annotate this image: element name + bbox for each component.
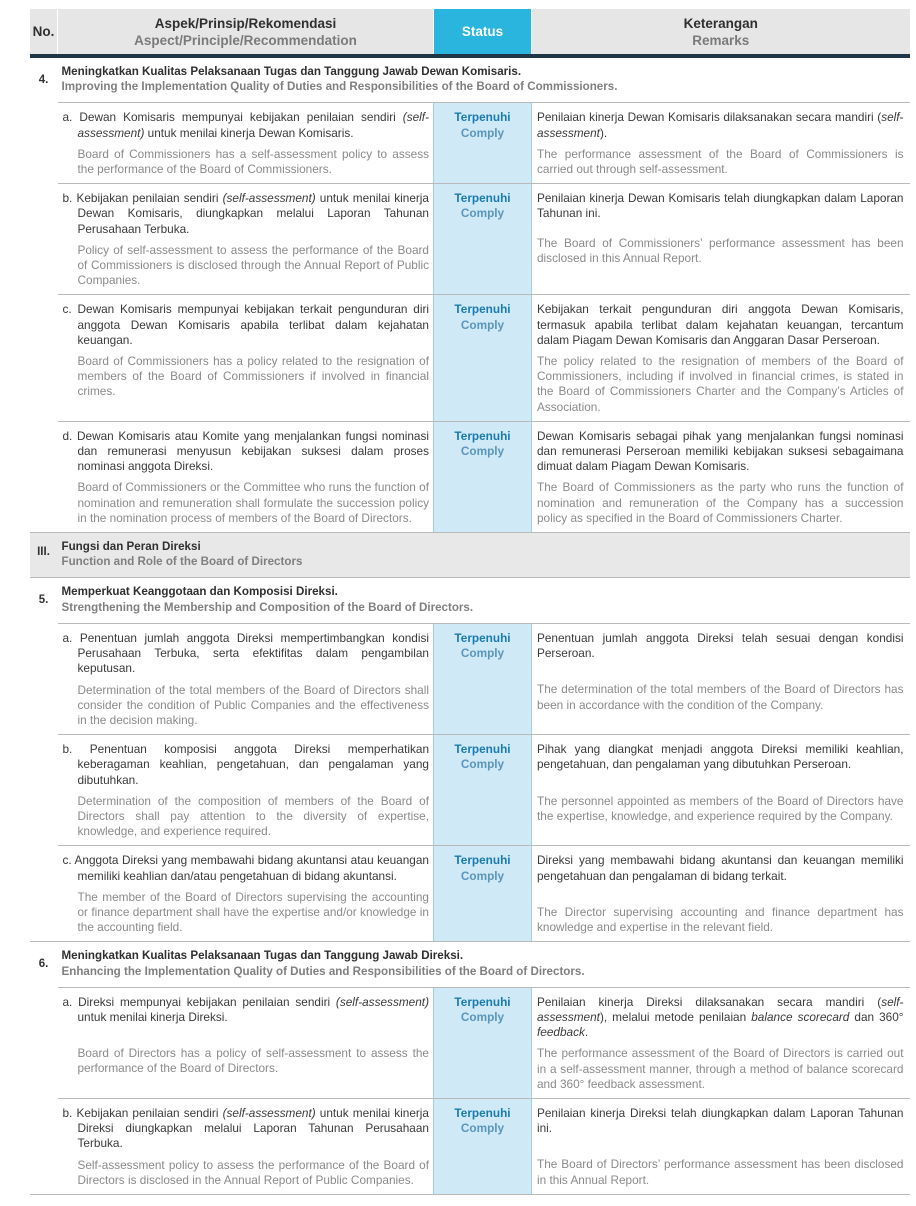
section-title-en: Improving the Implementation Quality of Duties and Responsibilities of the Board of Commissioners. [61, 80, 618, 94]
status-cell: Terpenuhi Comply [434, 1098, 532, 1194]
remark-cell: Penilaian kinerja Dewan Komisaris telah diungkapkan dalam Laporan Tahunan ini. The Board of Commissioners’ performance assessment has been disclosed in this Annual Report. [532, 184, 910, 295]
section-number: 6. [30, 942, 58, 1195]
aspect-cell: c. Anggota Direksi yang membawahi bidang akuntansi atau keuangan memiliki keahlian dan/atau pengetahuan di bidang akuntansi. The member of the Board of Directors supervising the accounting or finance department shall have the expertise and/or knowledge in the accounting field. [58, 846, 434, 942]
section-title-id: Memperkuat Keanggotaan dan Komposisi Direksi. [61, 585, 338, 599]
header-aspect-en: Aspect/Principle/Recommendation [134, 32, 357, 48]
table-row [30, 421, 910, 532]
status-cell: Terpenuhi Comply [434, 735, 532, 846]
table-row [30, 987, 910, 1098]
aspect-cell: b. Kebijakan penilaian sendiri (self-assessment) untuk menilai kinerja Direksi diungkapkan melalui Laporan Tahunan Perusahaan Terbuka. Self-assessment policy to assess the performance of the Board of Directors is disclosed in the Annual Report of Public Companies. [58, 1098, 434, 1194]
section-number: 4. [30, 58, 58, 533]
gcg-recommendation-table [29, 9, 910, 1195]
table-row [30, 103, 910, 184]
remark-cell: Penilaian kinerja Direksi dilaksanakan secara mandiri (self-assessment), melalui metode penilaian balance scorecard dan 360° feedback. The performance assessment of the Board of Directors is carried out in a self-assessment manner, through a method of balance scorecard and 360° feedback assessment. [532, 987, 910, 1098]
aspect-cell: a. Penentuan jumlah anggota Direksi mempertimbangkan kondisi Perusahaan Terbuka, serta efektifitas dalam pengambilan keputusan. Determination of the total members of the Board of Directors shall consider the condition of Public Companies and the effectiveness in the decision making. [58, 623, 434, 734]
section-number: III. [30, 533, 58, 578]
aspect-cell: c. Dewan Komisaris mempunyai kebijakan terkait pengunduran diri anggota Dewan Komisaris apabila terlibat dalam kejahatan keuangan. Board of Commissioners has a policy related to the resignation of members of the Board of Commissioners if involved in financial crimes. [58, 295, 434, 421]
aspect-cell: a. Direksi mempunyai kebijakan penilaian sendiri (self-assessment) untuk menilai kinerja Direksi. Board of Directors has a policy of self-assessment to assess the performance of the Board of Directors. [58, 987, 434, 1098]
section-row [30, 533, 910, 578]
section-title-en: Enhancing the Implementation Quality of Duties and Responsibilities of the Board of Directors. [61, 964, 585, 978]
header-status: Status [434, 9, 532, 54]
table-row [30, 846, 910, 942]
section-title-id: Meningkatkan Kualitas Pelaksanaan Tugas dan Tanggung Jawab Dewan Komisaris. [61, 65, 522, 78]
remark-cell: Pihak yang diangkat menjadi anggota Direksi memiliki keahlian, pengetahuan, dan pengalaman yang dibutuhkan Perseroan. The personnel appointed as members of the Board of Directors have the expertise, knowledge, and experience required by the Company. [532, 735, 910, 846]
header-remarks [532, 9, 910, 54]
table-row [30, 295, 910, 421]
remark-cell: Kebijakan terkait pengunduran diri anggota Dewan Komisaris, termasuk apabila terlibat dalam kejahatan keuangan, tercantum dalam Piagam Dewan Komisaris dan Anggaran Dasar Perseroan. The policy related to the resignation of members of the Board of Commissioners, including if involved in financial crimes, is stated in the Board of Commissioners Charter and the Company’s Articles of Association. [532, 295, 910, 421]
section-row [30, 58, 910, 103]
status-cell: Terpenuhi Comply [434, 295, 532, 421]
status-cell: Terpenuhi Comply [434, 184, 532, 295]
table-row [30, 184, 910, 295]
header-remarks-en: Remarks [692, 32, 750, 48]
table-row [30, 623, 910, 734]
remark-cell: Penilaian kinerja Direksi telah diungkapkan dalam Laporan Tahunan ini. The Board of Directors’ performance assessment has been disclosed in this Annual Report. [532, 1098, 910, 1194]
section-title-en: Function and Role of the Board of Directors [61, 555, 303, 569]
status-cell: Terpenuhi Comply [434, 103, 532, 184]
section-title [58, 58, 910, 103]
header-aspect-id: Aspek/Prinsip/Rekomendasi [154, 15, 337, 31]
section-title [58, 578, 910, 623]
status-cell: Terpenuhi Comply [434, 987, 532, 1098]
section-title [58, 533, 910, 578]
status-cell: Terpenuhi Comply [434, 846, 532, 942]
remark-cell: Penilaian kinerja Dewan Komisaris dilaksanakan secara mandiri (self-assessment). The performance assessment of the Board of Commissioners is carried out through self-assessment. [532, 103, 910, 184]
section-title-id: Fungsi dan Peran Direksi [61, 540, 201, 554]
header-no: No. [30, 9, 58, 54]
section-title-id: Meningkatkan Kualitas Pelaksanaan Tugas dan Tanggung Jawab Direksi. [61, 949, 464, 963]
section-title-en: Strengthening the Membership and Composition of the Board of Directors. [61, 600, 474, 614]
header-aspect [58, 9, 434, 54]
aspect-cell: b. Penentuan komposisi anggota Direksi memperhatikan keberagaman keahlian, pengetahuan, dan pengalaman yang dibutuhkan. Determination of the composition of members of the Board of Directors shall pay attention to the diversity of expertise, knowledge, and experience required. [58, 735, 434, 846]
status-cell: Terpenuhi Comply [434, 623, 532, 734]
status-cell: Terpenuhi Comply [434, 421, 532, 532]
section-row [30, 942, 910, 987]
section-title [58, 942, 910, 987]
remark-cell: Direksi yang membawahi bidang akuntansi dan keuangan memiliki pengetahuan dan pengalaman di bidang terkait. The Director supervising accounting and finance department has knowledge and expertise in the relevant field. [532, 846, 910, 942]
remark-cell: Dewan Komisaris sebagai pihak yang menjalankan fungsi nominasi dan remunerasi Perseroan memiliki kebijakan suksesi sebagaimana dimuat dalam Piagam Dewan Komisaris. The Board of Commissioners as the party who runs the function of nomination and remuneration of the Company has a succession policy as specified in the Board of Commissioners Charter. [532, 421, 910, 532]
header-remarks-id: Keterangan [683, 15, 758, 31]
table-row [30, 1098, 910, 1194]
table-row [30, 735, 910, 846]
aspect-cell: b. Kebijakan penilaian sendiri (self-assessment) untuk menilai kinerja Dewan Komisaris, diungkapkan melalui Laporan Tahunan Perusahaan Terbuka. Policy of self-assessment to assess the performance of the Board of Commissioners is disclosed through the Annual Report of Public Companies. [58, 184, 434, 295]
remark-cell: Penentuan jumlah anggota Direksi telah sesuai dengan kondisi Perseroan. The determination of the total members of the Board of Directors has been in accordance with the condition of the Company. [532, 623, 910, 734]
section-number: 5. [30, 578, 58, 942]
aspect-cell: d. Dewan Komisaris atau Komite yang menjalankan fungsi nominasi dan remunerasi menyusun kebijakan suksesi dalam proses nominasi anggota Direksi. Board of Commissioners or the Committee who runs the function of nomination and remuneration shall formulate the succession policy in the nomination process of members of the Board of Directors. [58, 421, 434, 532]
aspect-cell: a. Dewan Komisaris mempunyai kebijakan penilaian sendiri (self-assessment) untuk menilai kinerja Dewan Komisaris. Board of Commissioners has a self-assessment policy to assess the performance of the Board of Commissioners. [58, 103, 434, 184]
table-header [30, 9, 910, 54]
section-row [30, 578, 910, 623]
